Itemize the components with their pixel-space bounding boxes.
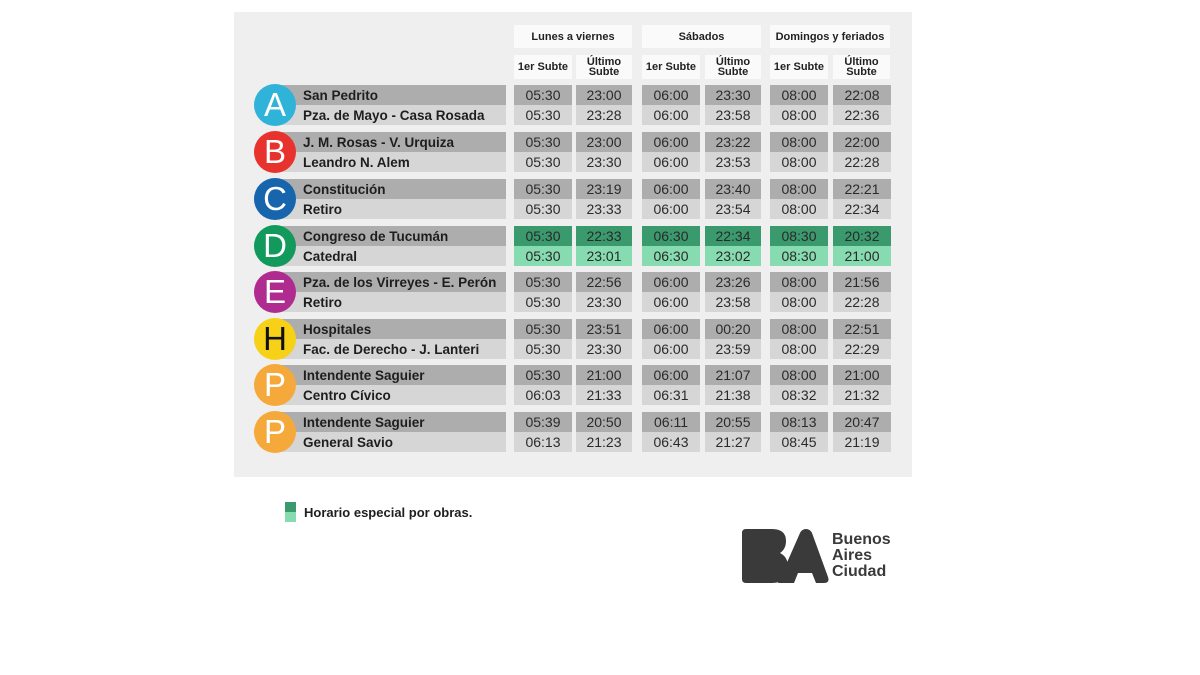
time-cell: 23:54 [705,199,761,219]
time-cell: 06:03 [514,385,572,405]
time-cell: 23:28 [576,105,632,125]
time-cell: 05:30 [514,272,572,292]
time-cell: 08:00 [770,339,828,359]
time-cell: 05:30 [514,199,572,219]
time-cell: 06:00 [642,339,700,359]
special-schedule-swatch [285,502,296,522]
time-cell: 23:19 [576,179,632,199]
subheader-first: 1er Subte [514,55,572,79]
time-cell: 06:30 [642,246,700,266]
time-cell: 23:58 [705,105,761,125]
time-cell: 23:02 [705,246,761,266]
line-a-badge-icon: A [254,84,296,126]
time-cell: 08:45 [770,432,828,452]
time-cell: 21:27 [705,432,761,452]
time-cell: 06:00 [642,85,700,105]
time-cell: 23:22 [705,132,761,152]
time-cell: 06:00 [642,199,700,219]
time-cell: 05:30 [514,339,572,359]
time-cell: 20:55 [705,412,761,432]
line-c-row [254,179,506,219]
time-cell: 23:59 [705,339,761,359]
terminal-station-top: Pza. de los Virreyes - E. Perón [274,272,506,292]
time-cell: 23:30 [576,152,632,172]
line-d-badge-icon: D [254,225,296,267]
time-cell: 21:19 [833,432,891,452]
time-cell: 06:00 [642,365,700,385]
time-cell: 06:11 [642,412,700,432]
subheader-last [833,55,890,79]
legend-text: Horario especial por obras. [304,504,473,520]
time-cell: 08:00 [770,132,828,152]
time-cell: 20:47 [833,412,891,432]
time-cell: 22:34 [833,199,891,219]
terminal-station-top: J. M. Rosas - V. Urquiza [274,132,506,152]
line-c-badge-icon: C [254,178,296,220]
time-cell: 22:51 [833,319,891,339]
time-cell: 06:00 [642,105,700,125]
time-cell: 05:39 [514,412,572,432]
line-b-row [254,132,506,172]
time-cell: 23:40 [705,179,761,199]
terminal-station-bottom: Catedral [274,246,506,266]
time-cell: 23:58 [705,292,761,312]
time-cell: 20:50 [576,412,632,432]
line-h-row [254,319,506,359]
time-cell: 08:00 [770,365,828,385]
subheader-last-l1: Último [715,56,751,68]
subheader-last [705,55,761,79]
time-cell: 05:30 [514,292,572,312]
time-cell: 05:30 [514,105,572,125]
time-cell: 21:38 [705,385,761,405]
line-e-badge-icon: E [254,271,296,313]
time-cell: 21:00 [576,365,632,385]
line-p-badge-icon: P [254,411,296,453]
terminal-station-bottom: Retiro [274,199,506,219]
time-cell: 06:00 [642,292,700,312]
subheader-last-l2: Subte [717,66,749,78]
time-cell: 08:00 [770,85,828,105]
time-cell: 06:43 [642,432,700,452]
time-cell: 23:30 [576,339,632,359]
line-a-row [254,85,506,125]
time-cell: 08:00 [770,199,828,219]
terminal-station-bottom: Retiro [274,292,506,312]
header-sundays-holidays: Domingos y feriados [770,25,890,48]
time-cell: 21:33 [576,385,632,405]
time-cell: 23:00 [576,132,632,152]
terminal-station-bottom: Leandro N. Alem [274,152,506,172]
time-cell: 20:32 [833,226,891,246]
time-cell: 05:30 [514,365,572,385]
subheader-first: 1er Subte [770,55,828,79]
time-cell: 08:00 [770,272,828,292]
time-cell: 22:08 [833,85,891,105]
logo-line-3: Ciudad [832,563,887,580]
subheader-first: 1er Subte [642,55,700,79]
terminal-station-bottom: Fac. de Derecho - J. Lanteri [274,339,506,359]
time-cell: 23:00 [576,85,632,105]
time-cell: 05:30 [514,179,572,199]
time-cell: 05:30 [514,319,572,339]
time-cell: 21:07 [705,365,761,385]
time-cell: 08:32 [770,385,828,405]
time-cell: 06:00 [642,152,700,172]
time-cell: 05:30 [514,152,572,172]
terminal-station-top: Intendente Saguier [274,412,506,432]
time-cell: 05:30 [514,226,572,246]
time-cell: 23:51 [576,319,632,339]
time-cell: 22:00 [833,132,891,152]
line-p-badge-icon: P [254,364,296,406]
time-cell: 22:36 [833,105,891,125]
terminal-station-bottom: Pza. de Mayo - Casa Rosada [274,105,506,125]
header-weekdays: Lunes a viernes [514,25,632,48]
terminal-station-top: Constitución [274,179,506,199]
time-cell: 23:26 [705,272,761,292]
time-cell: 23:53 [705,152,761,172]
time-cell: 05:30 [514,246,572,266]
terminal-station-top: San Pedrito [274,85,506,105]
subheader-last-l2: Subte [846,66,877,78]
time-cell: 22:56 [576,272,632,292]
terminal-station-top: Intendente Saguier [274,365,506,385]
time-cell: 08:00 [770,319,828,339]
ba-logo-words [832,532,891,580]
line-h-badge-icon: H [254,318,296,360]
time-cell: 23:30 [705,85,761,105]
time-cell: 22:28 [833,292,891,312]
time-cell: 21:00 [833,365,891,385]
line-e-row [254,272,506,312]
time-cell: 22:34 [705,226,761,246]
time-cell: 05:30 [514,132,572,152]
time-cell: 06:31 [642,385,700,405]
time-cell: 06:00 [642,272,700,292]
time-cell: 21:00 [833,246,891,266]
logo-line-2: Aires [832,547,873,564]
time-cell: 08:30 [770,226,828,246]
time-cell: 08:30 [770,246,828,266]
time-cell: 23:01 [576,246,632,266]
time-cell: 23:33 [576,199,632,219]
terminal-station-bottom: General Savio [274,432,506,452]
line-b-badge-icon: B [254,131,296,173]
time-cell: 22:28 [833,152,891,172]
terminal-station-top: Congreso de Tucumán [274,226,506,246]
line-d-row [254,226,506,266]
line-p-row [254,412,506,452]
time-cell: 21:32 [833,385,891,405]
time-cell: 06:00 [642,319,700,339]
line-p-row [254,365,506,405]
time-cell: 05:30 [514,85,572,105]
ba-logo-mark-icon [738,527,830,585]
terminal-station-top: Hospitales [274,319,506,339]
subheader-last-l1: Último [586,56,622,68]
time-cell: 06:13 [514,432,572,452]
legend [285,502,472,522]
time-cell: 23:30 [576,292,632,312]
time-cell: 22:21 [833,179,891,199]
time-cell: 21:23 [576,432,632,452]
subheader-last-l2: Subte [588,66,620,78]
ba-logo [738,527,891,585]
header-saturdays: Sábados [642,25,761,48]
time-cell: 22:33 [576,226,632,246]
time-cell: 06:00 [642,132,700,152]
time-cell: 00:20 [705,319,761,339]
time-cell: 08:00 [770,179,828,199]
logo-line-1: Buenos [832,531,891,548]
subheader-last [576,55,632,79]
time-cell: 06:30 [642,226,700,246]
terminal-station-bottom: Centro Cívico [274,385,506,405]
time-cell: 08:00 [770,105,828,125]
subheader-last-l1: Último [844,56,879,68]
time-cell: 21:56 [833,272,891,292]
time-cell: 08:00 [770,152,828,172]
time-cell: 08:00 [770,292,828,312]
time-cell: 08:13 [770,412,828,432]
time-cell: 06:00 [642,179,700,199]
time-cell: 22:29 [833,339,891,359]
